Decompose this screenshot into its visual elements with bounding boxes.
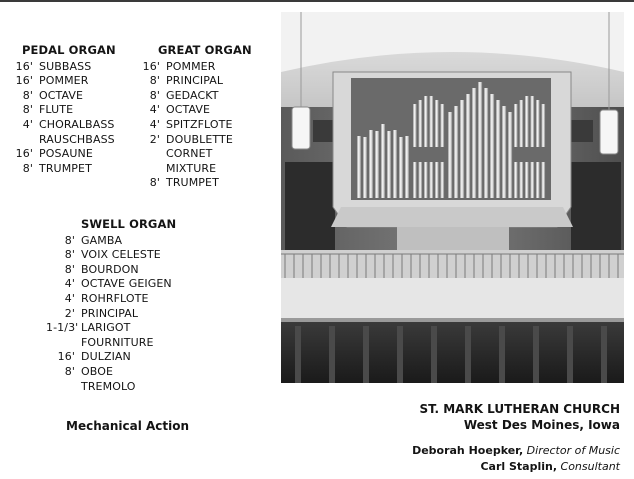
stop-pitch: 8' — [149, 176, 160, 190]
stop-pitch: 8' — [22, 103, 33, 117]
stop-name: POMMER — [166, 59, 216, 73]
stop-name: FOURNITURE — [81, 335, 154, 349]
stop-name: GAMBA — [81, 233, 123, 247]
stop-name: DULZIAN — [81, 350, 131, 364]
stop-name: POSAUNE — [39, 147, 93, 161]
stop-pitch: 4' — [149, 117, 160, 131]
action-type: Mechanical Action — [66, 419, 190, 433]
stop-row — [12, 74, 116, 89]
stop-name: DOUBLETTE — [166, 132, 233, 146]
stop-row — [46, 307, 176, 322]
stop-row — [46, 277, 176, 292]
stop-pitch: 8' — [64, 364, 75, 378]
swell-organ-stops — [46, 234, 176, 395]
stop-pitch — [140, 147, 166, 162]
stop-row — [46, 336, 176, 351]
stop-row — [46, 234, 176, 249]
stop-row — [12, 133, 116, 148]
stop-name: TRUMPET — [166, 176, 219, 190]
great-organ-heading: GREAT ORGAN — [158, 43, 252, 57]
stop-name: CHORALBASS — [39, 117, 115, 131]
stop-pitch: 1-1/3' — [46, 321, 79, 335]
stop-name: OCTAVE — [166, 103, 211, 117]
stop-row — [12, 60, 116, 75]
stop-name: POMMER — [39, 74, 89, 88]
stop-name: PRINCIPAL — [166, 74, 224, 88]
stop-pitch — [46, 336, 81, 351]
stop-name: TREMOLO — [81, 379, 136, 393]
stop-name: CORNET — [166, 147, 213, 161]
credits — [412, 443, 620, 474]
stop-pitch — [140, 162, 166, 177]
credit-line — [412, 443, 620, 459]
pedal-organ-stoplist — [12, 43, 116, 176]
credit-person: Deborah Hoepker, — [412, 444, 524, 457]
stop-pitch: 16' — [142, 59, 160, 73]
credit-role: Director of Music — [526, 444, 620, 457]
stop-name: PRINCIPAL — [81, 306, 139, 320]
stop-pitch: 4' — [149, 103, 160, 117]
stop-pitch: 8' — [64, 233, 75, 247]
stop-row — [12, 118, 116, 133]
stop-pitch: 8' — [64, 262, 75, 276]
stop-pitch: 8' — [149, 88, 160, 102]
stop-pitch: 16' — [15, 147, 33, 161]
stop-name: MIXTURE — [166, 161, 217, 175]
stop-pitch: 4' — [22, 117, 33, 131]
church-info — [419, 401, 620, 433]
stop-row — [140, 74, 252, 89]
stop-row — [140, 118, 252, 133]
stop-row — [46, 365, 176, 380]
stop-row — [46, 292, 176, 307]
swell-organ-heading: SWELL ORGAN — [81, 217, 177, 231]
stop-name: FLUTE — [39, 103, 74, 117]
stop-name: OCTAVE — [39, 88, 84, 102]
stop-name: OCTAVE GEIGEN — [81, 277, 172, 291]
stop-pitch: 16' — [57, 350, 75, 364]
stop-name: LARIGOT — [81, 321, 131, 335]
stop-pitch: 2' — [64, 306, 75, 320]
stop-row — [46, 321, 176, 336]
stop-row — [140, 133, 252, 148]
stop-row — [140, 147, 252, 162]
stop-row — [140, 89, 252, 104]
stop-row — [140, 103, 252, 118]
organ-photo — [281, 12, 624, 383]
top-rule — [0, 0, 634, 2]
pedal-organ-heading: PEDAL ORGAN — [22, 43, 116, 57]
great-organ-stops — [140, 60, 252, 191]
church-location: West Des Moines, Iowa — [463, 418, 620, 432]
stop-name: VOIX CELESTE — [81, 248, 161, 262]
stop-row — [140, 176, 252, 191]
stop-pitch: 8' — [64, 248, 75, 262]
stop-pitch: 8' — [149, 74, 160, 88]
stop-name: OBOE — [81, 364, 114, 378]
stop-row — [140, 60, 252, 75]
stop-row — [12, 89, 116, 104]
church-name: ST. MARK LUTHERAN CHURCH — [419, 402, 620, 416]
stop-pitch: 4' — [64, 277, 75, 291]
stop-name: RAUSCHBASS — [39, 132, 115, 146]
stop-row — [140, 162, 252, 177]
stop-pitch: 16' — [15, 59, 33, 73]
stop-pitch: 8' — [22, 88, 33, 102]
credit-role: Consultant — [560, 459, 620, 473]
credit-person: Carl Staplin, — [480, 459, 558, 473]
stop-pitch — [46, 380, 81, 395]
stop-name: ROHRFLOTE — [81, 291, 149, 305]
credit-line — [412, 459, 620, 475]
swell-organ-stoplist — [46, 217, 176, 394]
stop-pitch: 8' — [22, 161, 33, 175]
stop-pitch: 2' — [149, 132, 160, 146]
stop-name: BOURDON — [81, 262, 139, 276]
stop-name: TRUMPET — [39, 161, 92, 175]
pedal-organ-stops — [12, 60, 116, 177]
organ-photo-image — [281, 12, 624, 383]
stop-row — [46, 248, 176, 263]
stop-pitch — [12, 133, 39, 148]
stop-name: SUBBASS — [39, 59, 92, 73]
stop-row — [12, 147, 116, 162]
stop-pitch: 16' — [15, 74, 33, 88]
stop-row — [12, 162, 116, 177]
stop-row — [46, 350, 176, 365]
stop-row — [12, 103, 116, 118]
stop-pitch: 4' — [64, 291, 75, 305]
stop-name: SPITZFLOTE — [166, 117, 233, 131]
stop-row — [46, 380, 176, 395]
great-organ-stoplist — [140, 43, 252, 191]
stop-row — [46, 263, 176, 278]
stop-name: GEDACKT — [166, 88, 219, 102]
